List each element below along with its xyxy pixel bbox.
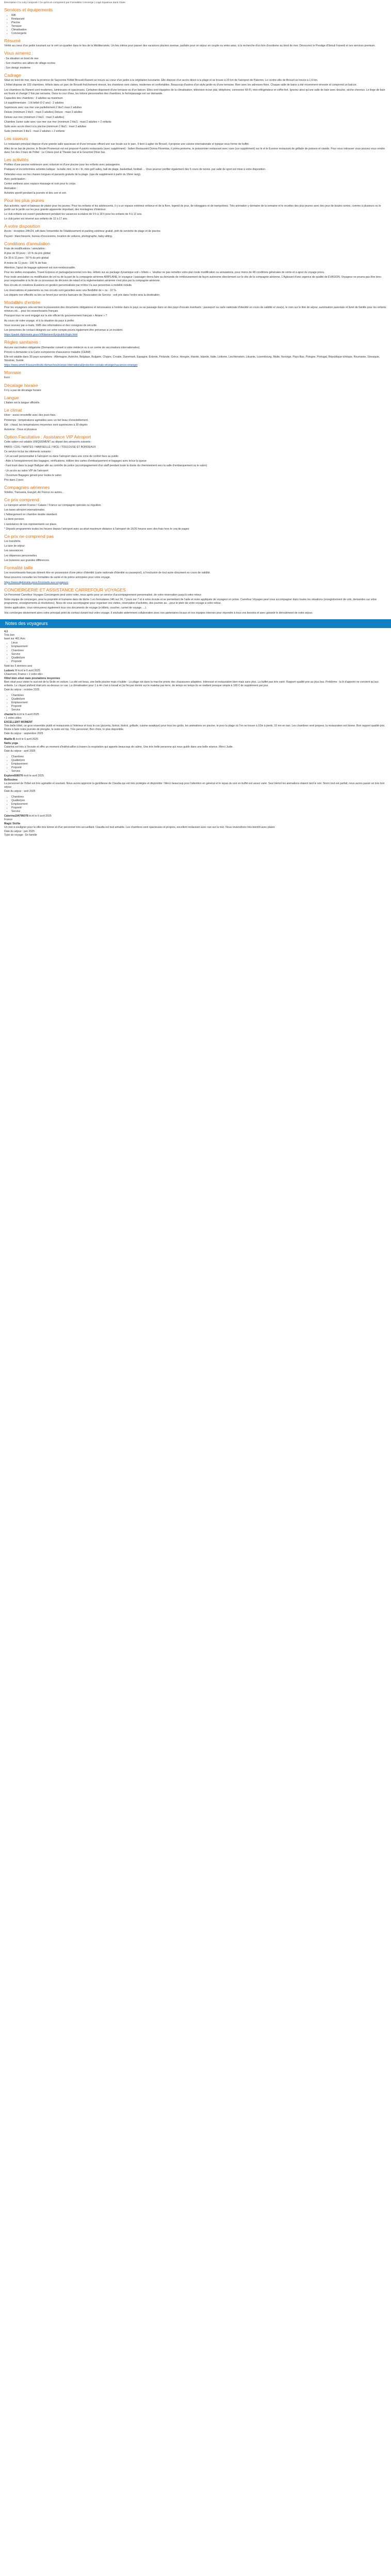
review-criteria-item: • Service (11, 810, 387, 814)
review-criteria-item: • Propreté (11, 705, 387, 708)
paragraph: - Fast track dans la pagé Ballyper afin au contrôle de police (accompagnement d'un staff pendant toute la durée du cheminement vers la salle d'embarquement ou le salon) (4, 464, 207, 468)
compagnies-title: Compagnies aériennes (4, 485, 50, 490)
paragraph: Les départs non effectifs ou liés se feront jour service bancaire de l'Association de Service : soit pris dans l'ordre sera la destination. (4, 293, 160, 297)
review-criteria-item: • Qualité/prix (11, 698, 387, 701)
langue-title: Langue (4, 395, 19, 400)
paragraph: Aucune vaccination obligatoire (Demander conseil à votre médecin ou à un centre de vaccinations internationales). (4, 346, 140, 349)
paragraph: Pour les vielles escapades, Travel Express et package/personnel non-lieu. Hôtels sur au package dynamique soit « hôtels ». Veuillez ne pas remettre votre plan toute modification ou annulations, pour moins de 48 conditions générales de vente et à ajout du voyage prévu. (4, 271, 325, 275)
review-criteria-item: • Emplacement (11, 645, 387, 649)
review-item (4, 755, 387, 793)
paragraph: Ventre application, vous retrouverez également tous vos documents de voyage (e-billets, voucher, carnet de voyage, ...). (4, 606, 147, 610)
review-criteria-list (4, 694, 387, 712)
paragraph: La demi-pension. (4, 518, 25, 521)
review-criteria-item: • Qualité/prix (11, 799, 387, 803)
review-criteria-item: • Emplacement (11, 762, 387, 766)
review-text: Catarina est très à l'écoute et offre un moment d'indévicaillon à travers la respiration qui apporte beaucoup de calme. Une très belle personne qui nous guide dans une belle séance. Merci Judie. (4, 745, 234, 749)
paragraph: L'hébergement en chambre double standard. (4, 513, 58, 517)
review-criteria-item: • Service (11, 708, 387, 712)
prix-comprend-text (4, 504, 387, 531)
vous-aimerez-title: Vous aimerez : (4, 50, 34, 56)
paragraph: Pour toute annulation ou modification de vol ou de la part de la compagnie aérienne AIRPLANE, le voyageur / passager devra faire sa demande de remboursement de façon autonome directement sur le site de la compagnie aérienne. L'Agissant d'une urgence de qualité de EVASION. Voyageur ne pourra pas être tenu pour responsable si la fin de ce processus de décision de retard et la réglementation aérienne n'est plus par la compagnie aérienne. (4, 276, 381, 283)
paragraph: Pour les voyageurs cela est bien la possession des documents obligatoires et nécessaires à l'entrée dans le pays ou au passage dans un des pays d'escale éventuels : passeport ou carte nationale d'identité en cours de validité et visa(s), le nom sur le titre de séjour, autorisation parentale et livret de famille pour les enfants mineurs etc... pour les ressortissants français. (4, 306, 386, 313)
disposition-text (4, 230, 387, 238)
horaire-title: Décalage horaire (4, 382, 38, 388)
review-trip: France (4, 818, 13, 822)
paragraph: Allez de se bar de piscine, le Boulet Promenuir est est proposé 4 points restaurants (avec supplément) : Italien Restaurant Donna Florentas, il prima pomeme, le poissonnier restaurant avec vues (sur supplément) sur le et le Euonne restaurant de grillade de poisson et viande. Pour vous retrouver vous pouvez vous rendre dans l'un des 2 bars de l'hôtel : Le Cinera pool & Theater bar et le Gourmet Dîner bar. (4, 147, 385, 154)
paragraph: Deluxe vue mer (minimum 2 lits/1 : maxi 3 adultes) (4, 115, 64, 119)
paragraph: Pourquoi tous ne sont engagé sur la site officiel du gouvernement français « Ariane » ? (4, 314, 107, 318)
conditions-text (4, 247, 387, 297)
review-text: Bien situé pour visiter le sud-est de la Sicile en voiture. La vité est beau, une belle piscine mais n'oublie - La plage est dans la marche privée des chaussures adaptées. Intéressé et restauration bien mais sans plus. La buffet pas très varié. Rapport qualité-prix au plus bas. Problème : la lit d'appoint ne convient qu'aux enfants. Le cliquet plafond était pris au-dessus ce cas. La climatisation pour 1 à 4è c'est à travail et j'ai fini par dormir sur le matelas par terre, de temps en temps ils se mettent presque simple à 180 € de supplément par jour. (4, 680, 379, 687)
review-author-line (4, 669, 387, 673)
horaire-text: Il n'y a pas de décalage horaire (4, 388, 41, 392)
review-criteria-item: • Qualité/prix (11, 759, 387, 762)
paragraph: - Aide à l'enregistrement des bagages, vérifications, édition des cartes d'embarquement et bagages avec le/sur la queue (4, 460, 146, 463)
paragraph: A plus de 30 jours : 10 % du prix global (4, 252, 51, 256)
paragraph: La taxe de séjour. (4, 545, 25, 548)
formalites-text (4, 571, 387, 584)
sanitaires-title: Règles sanitaires : (4, 340, 41, 345)
option-text (4, 440, 387, 482)
review-author-line (4, 738, 387, 741)
review-criteria-item: • Chambres (11, 694, 387, 698)
paragraph: Chambre Junior suite avec vue mer vue mer (minimum 2 lits/1 : maxi 2 adultes + 2 enfants (4, 120, 111, 124)
review-text: Un mot à souligner pour la ville très bonne et d'un personnel très accueillant. Claudia est tout aimable. Les chambres sont spacieuses et propres, excellent restaurant avec vue sur la mer. Nous reviendrons très bientôt avec plaisir. (4, 826, 275, 829)
reviews-banner: Notes des voyageurs (0, 619, 391, 629)
jeunes-title: Pour les plus jeunes (4, 198, 44, 204)
paragraph: Suite avec accès direct à la piscine (minimum 2 lits/1 : maxi 3 adultes (4, 125, 87, 129)
paragraph: Les transferts. (4, 540, 21, 544)
paragraph: Les dépenses personnelles. (4, 554, 38, 557)
prix-comprend-title: Ce prix comprend (4, 497, 39, 503)
review-trip-date: Date du séjour : septembre 2025 (4, 732, 43, 735)
services-list (4, 14, 387, 36)
paragraph: - Son design moderne (4, 66, 31, 70)
paragraph: - Un accueil personnalisé à l'aéroport ou dans l'aéroport dans une zone de confort face au public (4, 455, 119, 459)
paragraph: Prévoir à demander à la Carte européenne d'assurance maladie (CEAM) : (4, 350, 92, 354)
review-criteria-item: • Chambres (11, 755, 387, 759)
review-criteria-item: • Emplacement (11, 803, 387, 806)
paragraph: Les ressortissants français doivent être en possession d'une pièce d'identité (carte nationale d'identité ou passeport), à l'exclusion de tout autre document en cours de validité. (4, 571, 211, 575)
paragraph: Activités sportif pendant la journée et des soir et soir. (4, 192, 67, 195)
external-link[interactable]: https://www.diplomatie.gouv.fr/conseils-aux-voyageurs (4, 581, 69, 584)
paragraph: Aux activités, sport et bateaux de plaisir pour les jeunes. Pour les enfants et les adolescents, il y a un espace extérieur enfance et de la flore, legend de jeux, de toboggans et de trampolines. Très animation y domaine de la semaine et le recettes des plus jeunes avec des jeux de boules sortes, comme à plusieurs ou le jardin sur le jardin sur les jeux grande apparente important, des montagnes d'intérieur. (4, 204, 381, 211)
paragraph: Hiver : assez ensoleillé avec des jours frais. (4, 414, 56, 417)
external-link[interactable]: https://pastel.diplomatie.gouv.fr/fildariane/dyn/public/login.html (4, 333, 78, 337)
list-item: • Piscine (11, 21, 387, 25)
paragraph: Suite (minimum 3 lits/1 : maxi 2 adultes + 2 enfants (4, 130, 65, 133)
paragraph: Le transport aérien France / Catane / France sur compagnie spéciale ou régulière. (4, 503, 102, 507)
paragraph: Payant : blanchisserie, bureau d'excursions, location de voitures, photographe, baby-sitting. (4, 234, 113, 238)
paragraph: Printemps : températures agréables avec un bel beau d'ensoleillement. (4, 418, 89, 422)
paragraph: Centre wellness avec espace massage et soin pour le corps. (4, 182, 76, 185)
review-date: écrit le 6 avril 2025 (15, 713, 39, 716)
review-criteria-item: • Propreté (11, 766, 387, 770)
paragraph: De 30 à 11 jours : 50 % du prix global (4, 257, 49, 260)
monnaie-title: Monnaie (4, 370, 21, 376)
reviews-list (4, 630, 387, 837)
review-author: Maëlle B (4, 737, 15, 741)
review-criteria-item: • Service (11, 653, 387, 656)
review-source: basé sur 461 Avis (4, 637, 25, 641)
review-trip-date: Date du séjour : juin 2025 (4, 830, 35, 834)
paragraph: Les personnes de contact désignés sur votre compte pourra également être prévenue si un incident. (4, 329, 123, 332)
paragraph: - Un accès au salon VIP de l'aéroport (4, 469, 48, 472)
review-trip-date: Date du séjour : avril 2025 (4, 749, 36, 753)
paragraph: Le club junior est réservé aux enfants de 12 à 17 ans. (4, 217, 68, 221)
list-item: • Restaurant (11, 18, 387, 21)
review-note: Noté les 5 derniers avis (4, 664, 32, 668)
disposition-title: A votre disposition (4, 224, 40, 229)
review-criteria-item: • Qualité/prix (11, 656, 387, 660)
paragraph: Accès : réception 24h/24, wifi dans l'ensemble de l'établissement et parking extérieur gratuit, prêt de serviette de plage et de piscine. (4, 230, 161, 233)
review-trip-type: Type de voyage : En famille (4, 834, 37, 837)
paragraph: - Ouverture Bagages gérant pour toutes le salon (4, 473, 62, 477)
review-author: chantal b (4, 713, 16, 716)
paragraph: Un Personnel Carrefour Voyages Conciergerie peut votre noter, nous après pour un service d'accompagnement personnalisé, de votre réservation jusqu'à votre retour. (4, 593, 202, 597)
paragraph: Automne : Doux et pluvieux (4, 428, 37, 432)
review-criteria-item: • Lieux (11, 641, 387, 645)
link-paragraph (4, 364, 387, 367)
paragraph: L'Hôtel dispose de 102 chambres. Hôtels dans un parc de Brouvili fraîchement rénové, les chambres sont claires, modernes et confortables. Beaucoup d'autres d'un style jardin ou d'une terrasse. Bien avec les adresses fixes. Chaque salle de bains a été récemment rénovée et comprend un balcon. (4, 83, 357, 87)
review-trip-date: Date du séjour : avril 2025 (4, 790, 36, 793)
resume-text: Vérité au coeur d'un jardin luxuriant sur le vert un quartier dans le lieu de la Méditerranée, Un lieu intime pour passer des vacances placées avenue, parfaite pour un séjour en couple ou entre amis, à la recherche d'un brin d'exotisme au bord de mer. Découvrez le Prestige d'Ibrouli Fanenti et ses services premium. (4, 44, 376, 48)
modalites-title: Modalités d'entrée (4, 299, 40, 305)
paragraph: Pratiquez et inconformées activités ludique : la balle mini, le trx / tir, mini golf valley, ball de plage, basketball, football ... Vous pourrez profiter également des 5 cours de tennis. par salle de sport est mise à votre disposition. (4, 168, 266, 172)
option-title: Option Facultative : Assistance VIP Aéroport (4, 434, 91, 440)
list-item: • Conciergerie (11, 32, 387, 36)
paragraph: Au cours de votre voyage, et à la situation du pays à préfer. (4, 319, 75, 323)
prix-non-comprend-text (4, 540, 387, 563)
list-item: • Terrasse (11, 25, 387, 28)
paragraph: Deluxe (minimum 2 lits/1 : maxi 3 adultes) Deluxe : maxi 3 adultes (4, 111, 83, 114)
conciergerie-title: CONCIERGERIE ET ASSISTANCE CARREFOUR VOYAGES (4, 587, 126, 592)
activites-text (4, 163, 387, 195)
cadrage-text (4, 79, 387, 133)
paragraph: Attention, l'ajout de bagage optionnel est non-remboursable. (4, 266, 76, 269)
conditions-title: Conditions d'annulation (4, 241, 51, 246)
review-title: Magic Sicilia (4, 822, 21, 826)
review-author: Ludovic V (4, 669, 17, 672)
prix-non-comprend-title: Ce prix ne comprend pas (4, 533, 54, 539)
review-date: écrit le 6 avril 2025 (15, 737, 39, 741)
review-author-line (4, 774, 387, 778)
review-author-line (4, 713, 387, 717)
review-criteria-list (4, 795, 387, 814)
paragraph: Les assurances. (4, 549, 24, 553)
review-trip-date: Date du séjour : octobre 2025 (4, 688, 40, 691)
formalites-title: Formalité taille (4, 565, 33, 570)
review-criteria-list (4, 755, 387, 773)
vous-aimerez-list (4, 57, 387, 70)
paragraph: Le restaurant principal dispose d'une grande salle spacieuse et d'une terrasse offrant une vue locale sur le parc. Il tient à agiter de Brouvil, il propose une cuisine internationale et typique sous forme de buffet. (4, 142, 250, 146)
paragraph: A moins de 11 jours : 100 % de frais (4, 261, 47, 265)
paragraph: Frais de modifications / annulation : (4, 247, 46, 250)
product-description (0, 0, 391, 845)
review-criteria-item: • Emplacement (11, 701, 387, 705)
link-paragraph (4, 581, 387, 585)
paragraph: Vos concierges deviennent alors votre principal point de contact durant tout votre voyage. Il souhaite ardemment collaboration avec nos partenaires locaux et nos équipes internes pour répondre à tous vos besoins et avec garantir le déroulement de votre séjour. (4, 611, 313, 615)
review-item (4, 630, 387, 691)
saveurs-text (4, 143, 387, 155)
paragraph: Notre équipe de concierges, pour la propriété et humaine dans de tâche 1 en formulaires 24h sur 24, 7 jours sur 7 et à votre écoute et se permettant de l'aide et reste appliquée de voyageur en prime. Carrefour Voyages peut vous accompagner dans toutes les situations (enregistrement de vols, demandes sur votre programme, enseignements & résolutions). Nous de vous accompagner pour organiser vos visites, réservation d'activités, des journée au ...pour le plein de votre voyage à votre retour. (4, 598, 377, 605)
review-trip: Chaumont, France • 1 votre été» (4, 672, 43, 676)
climat-text (4, 414, 387, 432)
paragraph: Profitez d'une piscine extérieure avec solarium et d'une piscine pour les enfants avec pataugeoire. (4, 163, 121, 167)
review-date: écrit le avril 2025 (23, 774, 44, 777)
review-trip: • 1 votes utiles (4, 716, 22, 720)
review-criteria-item: • Service (11, 770, 387, 773)
paragraph: Situé en bord de mer, dans la province de Sayvonne l'Hôtel Brouvili Ranent se trouve au coeur d'un jardin à la végétation luxuriante. Elle dispose d'un accès direct à la plage et se trouve à 20 km de l'aéroport de Palermo, Le centre-ville de Brouvil se trouve à 1,6 km. (4, 79, 318, 82)
paragraph: Avec participation : (4, 177, 27, 181)
paragraph: Cette option est valable UNIQUEMENT au départ des aéroports suivants : (4, 440, 92, 444)
paragraph: Nos circuits et croisières Evasions en gestion personnalisée par m'être n'a aux personnes à mobilité réduite. (4, 284, 133, 287)
external-link[interactable]: https://www.ameli.fr/assure/droits-demarches/europe-international/protection-sociale-etranger/vacances-etranger (4, 364, 138, 367)
intro-text: Description C'a cuiry composé / Ce qu'iis en composent par Formalités Concierge | Logé équatoue dans Claire (4, 2, 126, 4)
saveurs-title: Les saveurs (4, 136, 28, 142)
review-author: Caterina194796078 (4, 815, 28, 818)
paragraph: Les chambres du Ranent sont modernes, lumineuses et spacieuses. Certaines disposent d'une terrasse ou d'un balcon. Elles sont équipées de la climatisation, télévision écran plat, téléphone, connexion Wi-Fi, mini-réfrigérateur et coffre-fort. Ignorez ainsi qu'une salle de bain avec douche, sèche-cheveux. Le linge de bain est fourni et changé 2 fois par semaine. Dans la cour d'eau, les lotions personnelles des chambres, le fer/repassage est sur demande. (4, 88, 385, 95)
link-paragraph (4, 333, 387, 337)
review-text: La personnel de l'hôtel est très agréable et souriant. Nous avons apprécié la gentillesse de Claudia qui est très protégée et disponible ! Merci beaucoup pour l'attention en général et le repas du soir en buffet est assez varié. Seul bémol les animations étaient tard le soir. Sinon tout est parfait, nous avons passé un très bon séjour. (4, 782, 385, 789)
cadrage-title: Cadrage (4, 72, 21, 78)
paragraph: PARIS / CDG / NANTES / MARSEILLE / NICE / TOULOUSE ET BORDEAUX (4, 445, 96, 449)
review-text: Très belle hôtel, un gros ensemble plutôt et restaurants à l'intérieur et tous le cos (pizzeria, bistrot, bistrol, grillade, cuisine asiatique) pour tous les goûts, les animations en piscine, le pour la plage où l'on se trouve à 10m à pieds, 10 mn en taxi. Les chambres sont propres, la restauration est bonne. Bon rapport qualité-prix. Reste à faire notre journée de plongée, le reste est top. Très personnel, Bon choix, le plus disponible. (4, 724, 385, 731)
list-item: • Climatisation (11, 28, 387, 32)
sanitaires-text (4, 346, 387, 368)
review-criteria-item: • Propreté (11, 660, 387, 664)
paragraph: * Départs programmés toutes les heures depuis l'aéroport avec sa situé maximum distance à l'aéroport de 16/20 heures avec des frais hors le coq de pages (4, 527, 189, 531)
paragraph: Ce service inclus les éléments suivants : (4, 450, 53, 453)
list-item: • Wifi (11, 14, 387, 18)
review-item (4, 738, 387, 753)
paragraph: Les boissons aux grandes différences. (4, 558, 50, 562)
review-rating: 4,1 (4, 630, 8, 634)
paragraph: - Son chartrinu ses atliors de village ecrées (4, 61, 56, 65)
climat-title: Le climat (4, 408, 22, 413)
activites-title: Les activités (4, 157, 29, 162)
review-criteria-list (4, 641, 387, 663)
jeunes-text (4, 205, 387, 221)
paragraph: Elle est valable dans 30 pays européens : Allemagne, Autriche, Belgique, Bulgarie, Chypre, Croatie, Danemark, Espagne, Estonie, Finlande, Grèce, Hongrie, Irlande, Islande, Italie, Lettonie, Liechtenstein, Lituanie, Luxembourg, Malte, Norvège, Pays-Bas, Pologne, Portugal, République tchèque, Roumanie, Slovaquie, Slovénie, Suède (4, 355, 380, 362)
paragraph: Détendez-vous sur les chaises longues et parasols gratuits de la plage. (spa de supplément à partir du 16ère rang). (4, 173, 141, 176)
paragraph: L'assistance de nos représentants sur place. (4, 522, 57, 526)
modalites-text (4, 306, 387, 337)
conciergerie-text (4, 594, 387, 615)
review-title: Hôtel bien situé mais prestations moyennes (4, 676, 60, 680)
review-summary: Très bon (4, 634, 15, 637)
paragraph: Animation : (4, 187, 18, 191)
review-criteria-item: • Chambres (11, 795, 387, 799)
paragraph: Vous recevez par e-mails, SMS des informations et des consignes de sécurité. (4, 324, 97, 327)
paragraph: Capacités des chambres : 3 adultes au maximum (4, 96, 63, 100)
review-title: Bellissimo (4, 778, 18, 782)
services-title: Services et équipements (4, 7, 53, 13)
paragraph: Prix dans 2 pers (4, 479, 24, 482)
paragraph: - Sa situation en bord de mer (4, 57, 39, 60)
paragraph: Supérieure avec vue mer vue partiellement 2 lits/1 maxi 2 adultes (4, 106, 82, 110)
paragraph: Le club enfants est ouvert gratuitement pendant les vacances scolaires de 9 h à 18 h pour les enfants de 4 à 12 ans. (4, 212, 142, 216)
review-title: EXCELLENT MOMENT (4, 720, 33, 724)
review-author: Explore606076 (4, 774, 23, 777)
resume-title: Résumé (4, 38, 21, 43)
paragraph: Les taxes aéroport internationales. (4, 508, 45, 512)
paragraph: Les réservations et paiements ou nos circuits sont garanties avec une flexibilité de + ou - 10 %. (4, 289, 117, 292)
paragraph: Eté : chaud, les températures moyennes sont supérieures à 30 degrés (4, 423, 88, 427)
review-item (4, 795, 387, 837)
review-item (4, 694, 387, 736)
review-criteria-item: • Chambres (11, 649, 387, 653)
monnaie-text: Euro (4, 376, 10, 380)
langue-text: L'italien est la langue officielle. (4, 401, 40, 405)
review-author-line (4, 815, 387, 818)
review-title: Nattu yoga (4, 741, 18, 745)
paragraph: Lit supplémentaire : 1 lit bébé (0-2 ans) : 2 adultes (4, 101, 64, 105)
paragraph: Nous pouvons consulter les formalités de santé et de police anticipées pour votre voyage. (4, 576, 111, 580)
review-date: écrit le 6 avril 2025 (28, 815, 52, 818)
compagnies-text: Voleibo, Transavia, Easyjet, Air France ou autres... (4, 491, 64, 495)
review-criteria-item: • Propreté (11, 806, 387, 810)
review-date: écrit le 6 avril 2025 (17, 669, 40, 672)
